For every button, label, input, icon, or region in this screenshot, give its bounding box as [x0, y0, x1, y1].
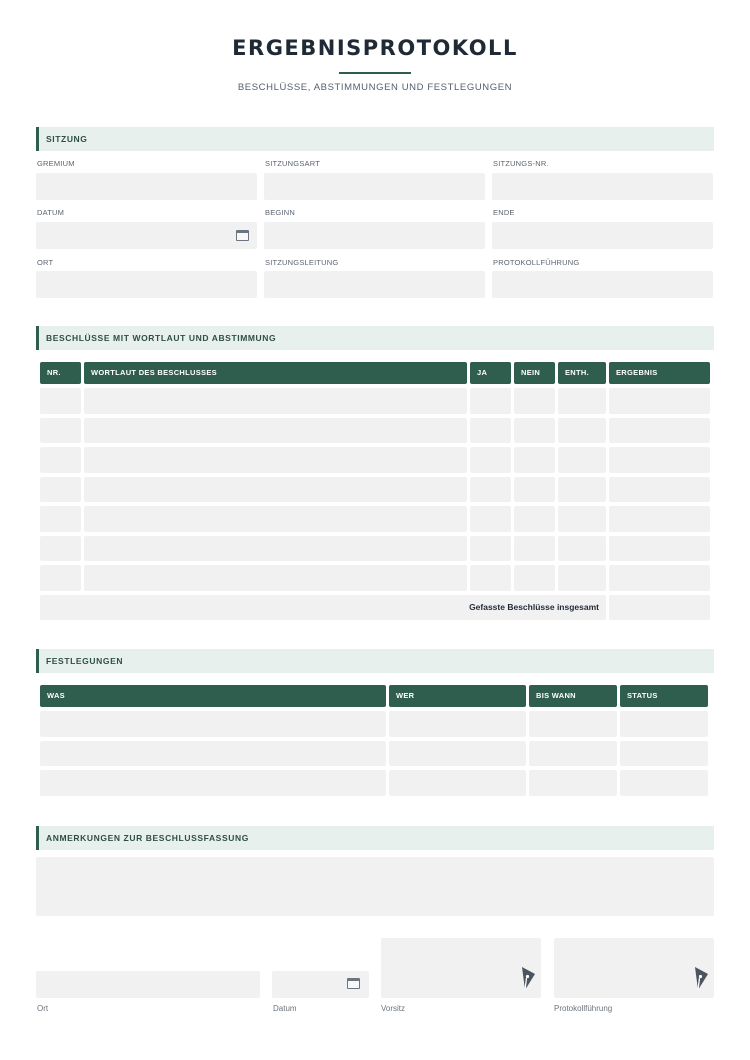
- ja-cell[interactable]: [470, 388, 511, 414]
- status-cell[interactable]: [620, 741, 708, 767]
- signature-protokollfuehrung-label: Protokollführung: [554, 1004, 613, 1013]
- enth-cell[interactable]: [558, 447, 606, 473]
- column-header-was: WAS: [40, 685, 386, 707]
- beschluesse-header-row: [40, 362, 710, 384]
- sitzungsart-label: SITZUNGSART: [265, 159, 320, 168]
- section-anmerkungen-header: ANMERKUNGEN ZUR BESCHLUSSFASSUNG: [36, 826, 714, 850]
- ja-cell[interactable]: [470, 565, 511, 591]
- nein-cell[interactable]: [514, 388, 555, 414]
- nr-cell[interactable]: [40, 536, 81, 562]
- nr-cell[interactable]: [40, 388, 81, 414]
- ergebnis-cell[interactable]: [609, 536, 710, 562]
- signature-vorsitz-field[interactable]: [381, 938, 541, 998]
- nein-cell[interactable]: [514, 506, 555, 532]
- wortlaut-cell[interactable]: [84, 565, 467, 591]
- enth-cell[interactable]: [558, 388, 606, 414]
- signature-ort-field[interactable]: [36, 971, 260, 998]
- enth-cell[interactable]: [558, 506, 606, 532]
- column-header-status: STATUS: [620, 685, 708, 707]
- section-beschluesse-header: BESCHLÜSSE MIT WORTLAUT UND ABSTIMMUNG: [36, 326, 714, 350]
- nein-cell[interactable]: [514, 536, 555, 562]
- ja-cell[interactable]: [470, 536, 511, 562]
- festlegungen-table: [40, 685, 708, 800]
- nr-cell[interactable]: [40, 565, 81, 591]
- wortlaut-cell[interactable]: [84, 506, 467, 532]
- total-value-cell[interactable]: [609, 595, 710, 621]
- ergebnis-cell[interactable]: [609, 388, 710, 414]
- wortlaut-cell[interactable]: [84, 388, 467, 414]
- table-row: [40, 418, 710, 444]
- signature-protokollfuehrung-field[interactable]: [554, 938, 714, 998]
- protokollfuehrung-field[interactable]: [492, 271, 713, 298]
- enth-cell[interactable]: [558, 477, 606, 503]
- sitzungs-nr-label: SITZUNGS-NR.: [493, 159, 549, 168]
- nr-cell[interactable]: [40, 477, 81, 503]
- sitzungs-nr-field[interactable]: [492, 173, 713, 200]
- table-row: [40, 388, 710, 414]
- table-row: [40, 536, 710, 562]
- document-header: [0, 36, 750, 93]
- sitzungsleitung-field[interactable]: [264, 271, 485, 298]
- ort-field[interactable]: [36, 271, 257, 298]
- sitzungsleitung-label: SITZUNGSLEITUNG: [265, 258, 339, 267]
- ergebnis-cell[interactable]: [609, 418, 710, 444]
- document-title: ERGEBNISPROTOKOLL: [232, 36, 518, 60]
- ende-label: ENDE: [493, 208, 515, 217]
- signature-datum-label: Datum: [273, 1004, 297, 1013]
- column-header-enth: ENTH.: [558, 362, 606, 384]
- sitzungsart-field[interactable]: [264, 173, 485, 200]
- wer-cell[interactable]: [389, 770, 526, 796]
- anmerkungen-textarea[interactable]: [36, 857, 714, 916]
- ort-label: ORT: [37, 258, 54, 267]
- nein-cell[interactable]: [514, 447, 555, 473]
- section-sitzung-header: SITZUNG: [36, 127, 714, 151]
- table-row: [40, 711, 708, 737]
- enth-cell[interactable]: [558, 565, 606, 591]
- nein-cell[interactable]: [514, 477, 555, 503]
- total-label: Gefasste Beschlüsse insgesamt: [40, 595, 606, 621]
- ergebnis-cell[interactable]: [609, 477, 710, 503]
- table-row: [40, 741, 708, 767]
- pen-nib-icon: [519, 966, 537, 992]
- gremium-label: GREMIUM: [37, 159, 75, 168]
- nr-cell[interactable]: [40, 506, 81, 532]
- column-header-ergebnis: ERGEBNIS: [609, 362, 710, 384]
- status-cell[interactable]: [620, 711, 708, 737]
- ergebnis-cell[interactable]: [609, 447, 710, 473]
- protokollfuehrung-label: PROTOKOLLFÜHRUNG: [493, 258, 580, 267]
- wer-cell[interactable]: [389, 741, 526, 767]
- document-subtitle: BESCHLÜSSE, ABSTIMMUNGEN UND FESTLEGUNGEN: [237, 82, 513, 93]
- calendar-icon[interactable]: [236, 230, 249, 241]
- column-header-nein: NEIN: [514, 362, 555, 384]
- nein-cell[interactable]: [514, 565, 555, 591]
- was-cell[interactable]: [40, 770, 386, 796]
- table-row: [40, 447, 710, 473]
- wer-cell[interactable]: [389, 711, 526, 737]
- nr-cell[interactable]: [40, 447, 81, 473]
- column-header-wortlaut: WORTLAUT DES BESCHLUSSES: [84, 362, 467, 384]
- table-row: [40, 565, 710, 591]
- table-row: [40, 506, 710, 532]
- wortlaut-cell[interactable]: [84, 418, 467, 444]
- bis-wann-cell[interactable]: [529, 711, 617, 737]
- ja-cell[interactable]: [470, 477, 511, 503]
- column-header-wer: WER: [389, 685, 526, 707]
- wortlaut-cell[interactable]: [84, 477, 467, 503]
- wortlaut-cell[interactable]: [84, 447, 467, 473]
- title-divider: [339, 72, 411, 74]
- total-row: [40, 595, 710, 621]
- status-cell[interactable]: [620, 770, 708, 796]
- ja-cell[interactable]: [470, 418, 511, 444]
- was-cell[interactable]: [40, 711, 386, 737]
- bis-wann-cell[interactable]: [529, 770, 617, 796]
- signature-ort-label: Ort: [37, 1004, 49, 1013]
- beginn-field[interactable]: [264, 222, 485, 249]
- gremium-field[interactable]: [36, 173, 257, 200]
- wortlaut-cell[interactable]: [84, 536, 467, 562]
- enth-cell[interactable]: [558, 418, 606, 444]
- calendar-icon[interactable]: [347, 978, 360, 989]
- bis-wann-cell[interactable]: [529, 741, 617, 767]
- datum-label: DATUM: [37, 208, 65, 217]
- ende-field[interactable]: [492, 222, 713, 249]
- was-cell[interactable]: [40, 741, 386, 767]
- signature-vorsitz-label: Vorsitz: [381, 1004, 406, 1013]
- beginn-label: BEGINN: [265, 208, 295, 217]
- column-header-bis-wann: BIS WANN: [529, 685, 617, 707]
- ja-cell[interactable]: [470, 506, 511, 532]
- enth-cell[interactable]: [558, 536, 606, 562]
- ergebnis-cell[interactable]: [609, 565, 710, 591]
- festlegungen-header-row: [40, 685, 708, 707]
- ja-cell[interactable]: [470, 447, 511, 473]
- column-header-nr: NR.: [40, 362, 81, 384]
- pen-nib-icon: [692, 966, 710, 992]
- beschluesse-table: [40, 362, 710, 620]
- ergebnis-cell[interactable]: [609, 506, 710, 532]
- nr-cell[interactable]: [40, 418, 81, 444]
- datum-field[interactable]: [36, 222, 257, 249]
- table-row: [40, 770, 708, 796]
- column-header-ja: JA: [470, 362, 511, 384]
- section-festlegungen-header: FESTLEGUNGEN: [36, 649, 714, 673]
- table-row: [40, 477, 710, 503]
- nein-cell[interactable]: [514, 418, 555, 444]
